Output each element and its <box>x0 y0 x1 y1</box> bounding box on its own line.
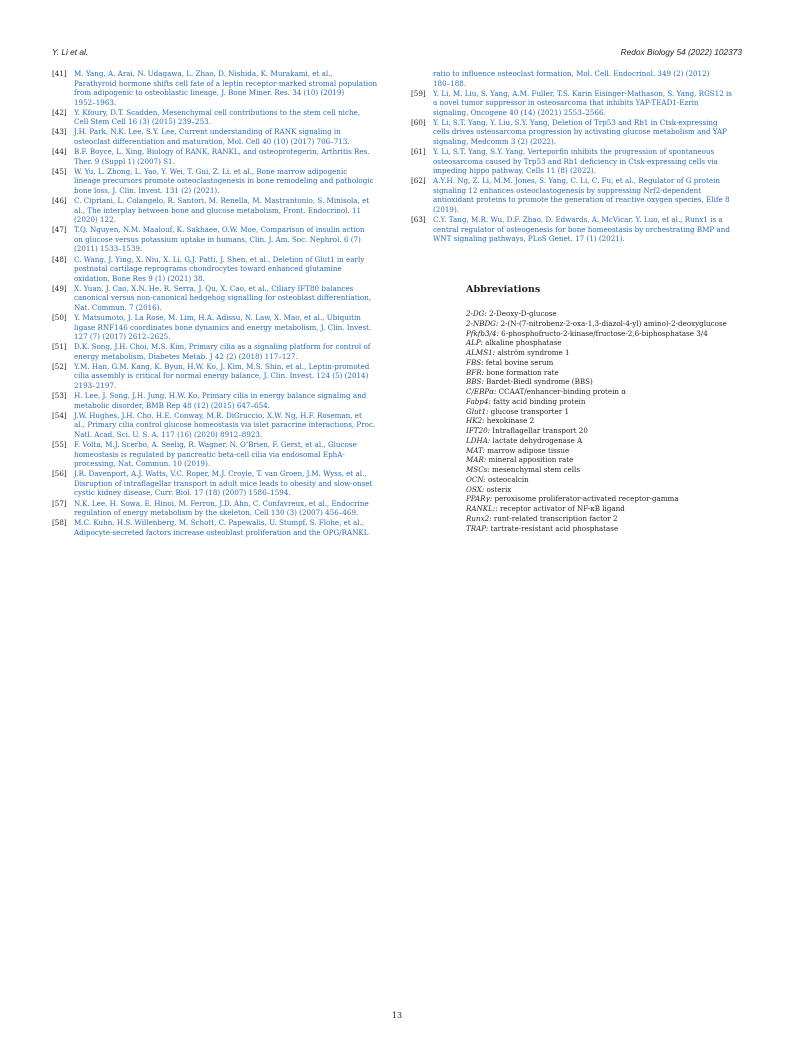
abbreviation-definition: Bardet-Biedl syndrome (BBS) <box>483 377 593 387</box>
abbreviation-entry <box>466 368 766 378</box>
reference-line: 1952–1963. <box>74 97 117 107</box>
reference-line: energy metabolism, Diabetes Metab. J 42 (2) (2018) 117–127. <box>74 351 298 361</box>
reference-entry[interactable] <box>52 313 382 342</box>
reference-entry[interactable] <box>411 147 741 176</box>
reference-line: 2193–2197. <box>74 381 117 391</box>
abbreviation-term: HK2: <box>466 416 485 426</box>
abbreviation-entry <box>466 485 766 495</box>
abbreviation-term: IFT20: <box>466 426 491 435</box>
abbreviation-entry <box>466 524 766 534</box>
reference-entry[interactable] <box>52 499 382 518</box>
reference-line: signaling 12 enhances osteoclastogenesis by suppressing Nrf2-dependent <box>433 185 702 195</box>
abbreviation-definition: fetal bovine serum <box>483 357 554 367</box>
references-right-column <box>411 69 741 244</box>
reference-text[interactable] <box>74 362 382 391</box>
abbreviation-term: ALMS1: <box>466 348 496 357</box>
reference-entry[interactable] <box>52 196 382 225</box>
reference-number: [49] <box>52 283 67 293</box>
abbreviation-entry <box>466 319 766 329</box>
reference-number: [56] <box>52 469 67 479</box>
abbreviation-entry <box>466 329 766 339</box>
abbreviation-entry <box>466 397 766 407</box>
reference-line: T.Q. Nguyen, N.M. Maalouf, K. Sakhaee, O.W. Moe, Comparison of insulin action <box>74 225 365 235</box>
reference-line: F. Volta, M.J. Scerbo, A. Seelig, R. Wagner, N. O’Brien, F. Gerst, et al., Glucose <box>74 440 357 450</box>
abbreviations-list <box>466 309 766 533</box>
abbreviation-term: Glut1: <box>466 406 489 416</box>
reference-line: (2011) 1533–1539. <box>74 244 143 254</box>
reference-line: signaling, Oncogene 40 (14) (2021) 2553–2566. <box>433 107 606 117</box>
reference-line: Adipocyte-secreted factors increase osteoblast proliferation and the OPG/RANKL <box>74 527 369 537</box>
reference-line: Disruption of intraflagellar transport in adult mice leads to obesity and slow-onset <box>74 478 373 488</box>
reference-number: [50] <box>52 313 67 323</box>
reference-number: [60] <box>411 117 426 127</box>
reference-text[interactable] <box>74 518 382 537</box>
reference-number: [43] <box>52 127 67 137</box>
abbreviation-entry <box>466 309 766 319</box>
reference-text[interactable] <box>433 176 741 214</box>
reference-text[interactable] <box>74 69 382 107</box>
abbreviation-entry <box>466 446 766 456</box>
reference-line: osteoclast differentiation and maturation, Mol. Cell 40 (10) (2017) 706–713. <box>74 137 350 147</box>
abbreviation-term: RANKL: <box>466 504 496 513</box>
abbreviation-term: Pfkfb3/4: <box>466 328 499 338</box>
reference-line: Y. Li, S.T. Yang, Y. Liu, S.Y. Yang, Deletion of Trp53 and Rb1 in Ctsk-expressing <box>433 117 718 127</box>
reference-line: Ther. 9 (Suppl 1) (2007) S1. <box>74 156 175 166</box>
reference-line: C.Y. Tang, M.R. Wu, D.F. Zhao, D. Edwards, A. McVicar, Y. Luo, et al., Runx1 is a <box>433 215 723 225</box>
abbreviation-definition: 6-phosphofructo-2-kinase/fructose-2,6-biphosphatase 3/4 <box>498 328 708 338</box>
reference-entry[interactable] <box>52 440 382 469</box>
reference-line: homeostasis is regulated by pancreatic beta-cell cilia via endosomal EphA- <box>74 449 345 459</box>
abbreviation-entry <box>466 475 766 485</box>
abbreviation-term: OCN: <box>466 474 486 484</box>
abbreviation-definition: lactate dehydrogenase A <box>490 435 583 445</box>
reference-line: (2020) 122. <box>74 215 116 225</box>
abbreviation-entry <box>466 494 766 504</box>
abbreviation-term: LDHA: <box>466 435 491 445</box>
reference-number: [58] <box>52 518 67 528</box>
reference-line: M. Yang, A. Arai, N. Udagawa, L. Zhao, D. Nishida, K. Murakami, et al., <box>74 69 333 78</box>
reference-line: cilia assembly is critical for normal energy balance, J. Clin. Invest. 124 (5) (2014) <box>74 371 369 381</box>
reference-line: C. Wang, J. Ying, X. Niu, X. Li, G.J. Patti, J. Shen, et al., Deletion of Glut1 in early <box>74 254 365 264</box>
reference-entry[interactable] <box>52 167 382 196</box>
reference-line: a novel tumor suppressor in osteosarcoma that inhibits YAP-TEAD1-Ezrin <box>433 98 699 108</box>
reference-entry[interactable] <box>411 69 741 88</box>
reference-text[interactable] <box>74 284 382 313</box>
reference-entry[interactable] <box>411 118 741 147</box>
reference-text[interactable] <box>74 196 382 225</box>
reference-line: Y. Matsumoto, J. La Rose, M. Lim, H.A. Adissu, N. Law, X. Mao, et al., Ubiquitin <box>74 313 361 323</box>
abbreviation-term: C/EBPα: <box>466 387 497 396</box>
reference-line: Y. Kfoury, D.T. Scadden, Mesenchymal cell contributions to the stem cell niche, <box>74 107 361 117</box>
reference-entry[interactable] <box>52 147 382 166</box>
reference-line: al., Primary cilia control glucose homeostasis via islet paracrine interactions, Proc. <box>74 420 376 430</box>
abbreviation-term: BFR: <box>466 367 484 377</box>
abbreviation-definition: tartrate-resistant acid phosphatase <box>488 523 619 533</box>
reference-line: processing, Nat. Commun. 10 (2019). <box>74 459 211 469</box>
abbreviation-definition: mineral apposition rate <box>486 455 574 465</box>
reference-text[interactable] <box>74 391 382 410</box>
reference-number: [44] <box>52 147 67 157</box>
reference-number: [42] <box>52 107 67 117</box>
reference-entry[interactable] <box>52 342 382 361</box>
abbreviation-definition: alström syndrome 1 <box>495 348 570 357</box>
abbreviation-definition: : receptor activator of NF-κB ligand <box>495 504 625 513</box>
reference-line: C. Cipriani, L. Colangelo, R. Santori, M. Renella, M. Mastrantonio, S. Minisola, et <box>74 196 370 206</box>
abbreviation-term: MAR: <box>466 455 487 465</box>
reference-line: Nat. Commun. 7 (2016). <box>74 302 162 312</box>
reference-number: [63] <box>411 215 426 225</box>
abbreviation-entry <box>466 504 766 514</box>
abbreviation-entry <box>466 514 766 524</box>
reference-line: signaling, Medcomm 3 (2) (2022). <box>433 137 557 147</box>
reference-entry[interactable] <box>52 255 382 284</box>
reference-text[interactable] <box>74 147 382 166</box>
reference-line: canonical versus non-canonical hedgehog signalling for osteoblast differentiation, <box>74 293 372 303</box>
abbreviation-term: ALP: <box>466 338 483 348</box>
reference-line: Natl. Acad. Sci. U. S. A. 117 (16) (2020) 8912–8923. <box>74 429 263 439</box>
reference-line: postnatal cartilage reprograms chondrocytes toward enhanced glutamine <box>74 264 342 274</box>
abbreviation-term: MAT: <box>466 445 485 455</box>
reference-line: 127 (7) (2017) 2612–2625. <box>74 332 171 342</box>
reference-entry[interactable] <box>52 225 382 254</box>
abbreviation-term: FBS: <box>466 357 484 367</box>
reference-line: cystic kidney disease, Curr. Biol. 17 (18) (2007) 1586–1594. <box>74 488 291 498</box>
page-number: 13 <box>391 1011 403 1020</box>
reference-entry[interactable] <box>52 127 382 146</box>
reference-line: on glucose versus potassium uptake in humans, Clin. J. Am. Soc. Nephrol. 6 (7) <box>74 234 361 244</box>
abbreviation-term: Runx2: <box>466 513 492 523</box>
reference-line: J.R. Davenport, A.J. Watts, V.C. Roper, M.J. Croyle, T. van Groen, J.M. Wyss, et al., <box>74 469 367 479</box>
abbreviations-heading: Abbreviations <box>466 284 541 295</box>
reference-number: [52] <box>52 361 67 371</box>
reference-line: Y. Li, S.T. Yang, S.Y. Yang, Verteporfin inhibits the progression of spontaneous <box>433 147 715 157</box>
abbreviation-definition: marrow adipose tissue <box>485 445 570 455</box>
abbreviation-definition: 2-(N-(7-nitrobenz-2-oxa-1,3-diazol-4-yl) amino)-2-deoxyglucose <box>498 318 727 328</box>
reference-line: M.C. Kuhn, H.S. Willenberg, M. Schott, C. Papewalis, U. Stumpf, S. Flohe, et al., <box>74 518 365 528</box>
references-left-column <box>52 69 382 538</box>
abbreviation-definition: glucose transporter 1 <box>488 406 569 416</box>
reference-line: X. Yuan, J. Cao, X.N. He, R. Serra, J. Qu, X. Cao, et al., Ciliary IFT80 balances <box>74 283 354 293</box>
abbreviation-definition: osteocalcin <box>485 474 529 484</box>
reference-text[interactable] <box>74 127 382 146</box>
reference-line: lineage precursors promote osteoclastogenesis in bone remodeling and pathologic <box>74 176 374 186</box>
abbreviation-entry <box>466 348 766 358</box>
reference-line: impeding hippo pathway, Cells 11 (8) (2022). <box>433 166 596 176</box>
reference-line: 180–188. <box>433 78 467 88</box>
abbreviation-term: BBS: <box>466 377 484 387</box>
abbreviation-definition: hexokinase 2 <box>484 416 535 426</box>
abbreviation-definition: CCAAT/enhancer-binding protein α <box>496 387 627 396</box>
reference-line: H. Lee, J. Song, J.H. Jung, H.W. Ko, Primary cilia in energy balance signaling and <box>74 391 367 401</box>
reference-line: cells drives osteosarcoma progression by activating glucose metabolism and YAP <box>433 127 727 137</box>
reference-number: [41] <box>52 69 67 78</box>
reference-text[interactable] <box>74 469 382 498</box>
reference-text[interactable] <box>74 313 382 342</box>
reference-entry[interactable] <box>52 108 382 127</box>
reference-text[interactable] <box>74 499 382 518</box>
abbreviation-entry <box>466 465 766 475</box>
reference-entry[interactable] <box>411 176 741 214</box>
reference-number: [47] <box>52 225 67 235</box>
reference-line: central regulator of osteogenesis for bone homeostasis by orchestrating BMP and <box>433 224 730 234</box>
reference-text[interactable] <box>74 411 382 440</box>
reference-text[interactable] <box>74 225 382 254</box>
reference-line: B.F. Boyce, L. Xing, Biology of RANK, RANKL, and osteoprotegerin, Arthritis Res. <box>74 147 370 157</box>
reference-number: [46] <box>52 196 67 206</box>
reference-entry[interactable] <box>52 469 382 498</box>
reference-text[interactable] <box>433 89 741 118</box>
abbreviation-entry <box>466 455 766 465</box>
reference-entry[interactable] <box>411 215 741 244</box>
abbreviation-entry <box>466 387 766 397</box>
abbreviation-definition: peroxisome proliferator-activated receptor-gamma <box>492 494 679 504</box>
abbreviation-definition: 2-Deoxy-D-glucose <box>486 309 557 318</box>
reference-line: osteosarcoma caused by Trp53 and Rb1 deficiency in Ctsk-expressing cells via <box>433 156 718 166</box>
abbreviation-definition: Intraflagellar transport 20 <box>490 426 588 435</box>
abbreviation-entry <box>466 436 766 446</box>
abbreviation-term: 2-DG: <box>466 309 487 318</box>
reference-text[interactable] <box>74 167 382 196</box>
reference-number: [57] <box>52 498 67 508</box>
reference-text[interactable] <box>74 108 382 127</box>
reference-entry[interactable] <box>52 69 382 107</box>
reference-number: [59] <box>411 88 426 98</box>
abbreviation-definition: fatty acid binding protein <box>490 396 586 406</box>
abbreviation-entry <box>466 358 766 368</box>
abbreviation-definition: runt-related transcription factor 2 <box>491 513 618 523</box>
reference-line: Parathyroid hormone shifts cell fate of a leptin receptor-marked stromal population <box>74 78 378 88</box>
reference-entry[interactable] <box>411 89 741 118</box>
reference-text[interactable] <box>74 440 382 469</box>
running-header-journal: Redox Biology 54 (2022) 102373 <box>620 47 742 57</box>
reference-line: from adipogenic to osteoblastic lineage, J. Bone Miner. Res. 34 (10) (2019) <box>74 88 345 98</box>
reference-text[interactable] <box>74 255 382 284</box>
abbreviation-definition: bone formation rate <box>483 367 559 377</box>
abbreviation-entry <box>466 338 766 348</box>
reference-line: regulation of energy metabolism by the skeleton, Cell 130 (3) (2007) 456–469. <box>74 508 359 518</box>
abbreviation-definition: mesenchymal stem cells <box>489 465 580 474</box>
reference-line: al., The interplay between bone and glucose metabolism, Front. Endocrinol. 11 <box>74 205 362 215</box>
reference-line: A.Y.H. Ng, Z. Li, M.M. Jones, S. Yang, C. Li, C. Fu, et al., Regulator of G protein <box>433 176 720 186</box>
reference-line: metabolic disorder, BMB Rep 48 (12) (2015) 647–654. <box>74 400 270 410</box>
abbreviation-definition: alkaline phosphatase <box>482 338 562 348</box>
reference-entry[interactable] <box>52 411 382 440</box>
reference-number: [51] <box>52 342 67 352</box>
abbreviation-entry <box>466 407 766 417</box>
reference-number: [54] <box>52 410 67 420</box>
reference-number: [55] <box>52 440 67 450</box>
reference-line: J.H. Park, N.K. Lee, S.Y. Lee, Current understanding of RANK signaling in <box>74 127 341 137</box>
reference-line: Y.M. Han, G.M. Kang, K. Byun, H.W. Ko, J. Kim, M.S. Shin, et al., Leptin-promoted <box>74 361 370 371</box>
abbreviation-entry <box>466 426 766 436</box>
reference-line: bone loss, J. Clin. Invest. 131 (2) (2021). <box>74 185 220 195</box>
abbreviation-term: Fabp4: <box>466 396 491 406</box>
reference-entry[interactable] <box>52 518 382 537</box>
reference-entry[interactable] <box>52 391 382 410</box>
abbreviation-term: OSX: <box>466 484 485 494</box>
reference-entry[interactable] <box>52 362 382 391</box>
reference-line: W. Yu, L. Zhong, L. Yao, Y. Wei, T. Gui, Z. Li, et al., Bone marrow adipogenic <box>74 166 348 176</box>
abbreviation-term: MSCs: <box>466 465 490 474</box>
reference-line: D.K. Song, J.H. Choi, M.S. Kim, Primary cilia as a signaling platform for control of <box>74 342 371 352</box>
reference-number: [53] <box>52 391 67 401</box>
reference-text[interactable] <box>433 118 741 147</box>
abbreviation-term: PPARγ: <box>466 494 493 504</box>
running-header-authors: Y. Li et al. <box>52 47 89 57</box>
abbreviation-definition: osterix <box>484 484 512 494</box>
reference-number: [62] <box>411 176 426 186</box>
reference-text[interactable] <box>74 342 382 361</box>
reference-line: (2019). <box>433 205 460 215</box>
reference-number: [61] <box>411 147 426 157</box>
reference-text[interactable] <box>433 69 741 88</box>
reference-number: [45] <box>52 166 67 176</box>
abbreviation-entry <box>466 416 766 426</box>
abbreviation-term: TRAP: <box>466 523 489 533</box>
reference-line: J.W. Hughes, J.H. Cho, H.E. Conway, M.R. DiGruccio, X.W. Ng, H.F. Roseman, et <box>74 410 362 420</box>
abbreviation-term: 2-NBDG: <box>466 318 499 328</box>
reference-line: Y. Li, M. Liu, S. Yang, A.M. Fuller, T.S. Karin Eisinger-Mathason, S. Yang, RGS12 is <box>433 88 732 98</box>
abbreviation-entry <box>466 377 766 387</box>
reference-text[interactable] <box>433 147 741 176</box>
reference-line: Cell Stem Cell 16 (3) (2015) 239–253. <box>74 117 211 127</box>
reference-line: antioxidant proteins to promote the generation of reactive oxygen species, Elife 8 <box>433 195 730 205</box>
reference-line: N.K. Lee, H. Sowa, E. Hinoi, M. Ferron, J.D. Ahn, C. Confavreux, et al., Endocrine <box>74 498 369 508</box>
reference-entry[interactable] <box>52 284 382 313</box>
reference-line: oxidation, Bone Res 9 (1) (2021) 38. <box>74 273 205 283</box>
reference-line: ligase RNF146 coordinates bone dynamics and energy metabolism, J. Clin. Invest. <box>74 322 372 332</box>
reference-number: [48] <box>52 254 67 264</box>
reference-line: ratio to influence osteoclast formation, Mol. Cell. Endocrinol. 349 (2) (2012) <box>433 69 710 78</box>
reference-line: WNT signaling pathways, PLoS Genet. 17 (1) (2021). <box>433 234 625 244</box>
reference-text[interactable] <box>433 215 741 244</box>
